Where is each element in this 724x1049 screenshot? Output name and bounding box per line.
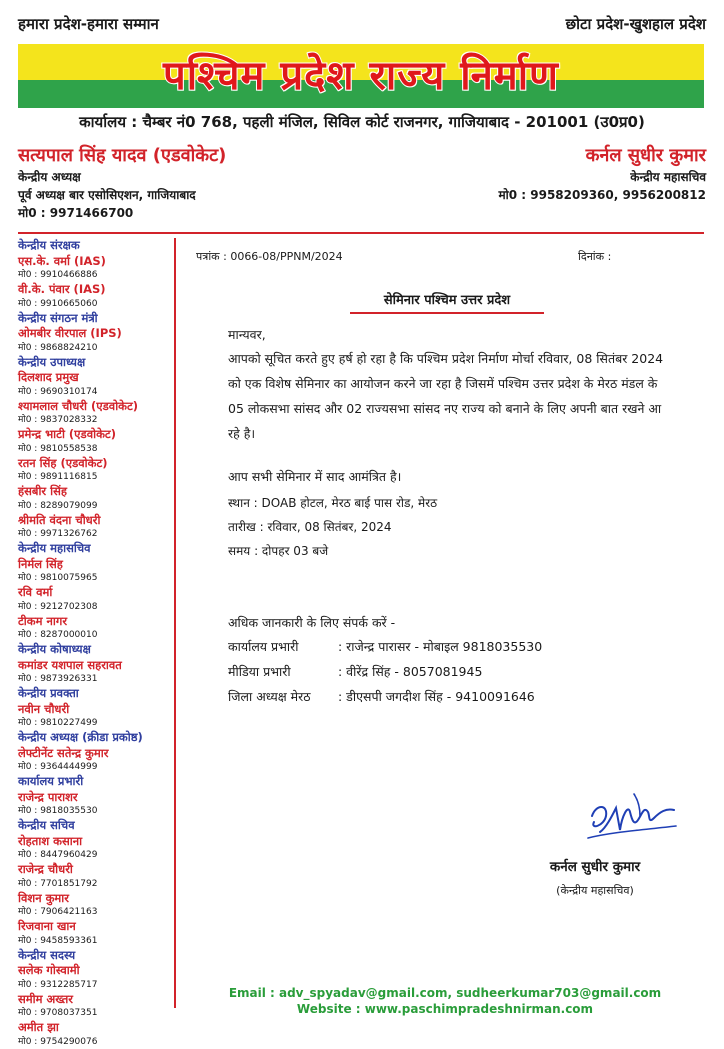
sidebar-name: राजेन्द्र पाराशर <box>18 789 78 804</box>
sidebar-phone: मो0 : 7906421163 <box>18 907 98 917</box>
footer-email: Email : adv_spyadav@gmail.com, sudheerkumar703@gmail.com <box>228 986 662 1000</box>
contact-detail: : डीएसपी जगदीश सिंह - 9410091646 <box>338 689 535 704</box>
sidebar-title: केन्द्रीय महासचिव <box>18 541 91 555</box>
sidebar-name: हंसबीर सिंह <box>18 484 67 498</box>
sidebar-name: सलेक गोस्वामी <box>18 963 80 977</box>
sidebar-name: निर्मल सिंह <box>18 556 63 571</box>
sidebar-name: एस.के. वर्मा (IAS) <box>18 253 106 268</box>
date-label: दिनांक : <box>578 250 612 263</box>
sidebar-phone: मो0 : 9818035530 <box>18 806 98 816</box>
event-time: समय : दोपहर 03 बजे <box>228 544 329 558</box>
sidebar-phone: मो0 : 7701851792 <box>18 878 98 889</box>
sidebar-phone: मो0 : 8447960429 <box>18 850 98 860</box>
sidebar-phone: मो0 : 9891116815 <box>18 472 98 482</box>
left-leader-former-post: पूर्व अध्यक्ष बार एसोसिएशन, गाजियाबाद <box>18 188 196 202</box>
sidebar-phone: मो0 : 9810075965 <box>18 573 98 583</box>
right-leader-designation: केन्द्रीय महासचिव <box>630 170 706 184</box>
sidebar-name: प्रमेन्द्र भाटी (एडवोकेट) <box>18 427 116 441</box>
event-venue: स्थान : DOAB होटल, मेरठ बाई पास रोड, मेरठ <box>228 496 438 510</box>
sidebar-title: केन्द्रीय अध्यक्ष (क्रीडा प्रकोष्ठ) <box>18 730 143 744</box>
slogan-left: हमारा प्रदेश-हमारा सम्मान <box>18 15 159 33</box>
sidebar-title: केन्द्रीय संरक्षक <box>18 238 80 252</box>
organization-title: पश्चिम प्रदेश राज्य निर्माण <box>163 53 559 99</box>
sidebar-name: रवि वर्मा <box>18 585 53 599</box>
event-date: तारीख : रविवार, 08 सितंबर, 2024 <box>228 520 392 534</box>
sidebar-name: लेफ्टीनेंट सतेन्द्र कुमार <box>18 745 109 760</box>
sidebar-phone: मो0 : 9708037351 <box>18 1008 98 1018</box>
letter-paragraph: आपको सूचित करते हुए हर्ष हो रहा है कि पश्चिम प्रदेश निर्माण मोर्चा रविवार, 08 सितंबर 2024 को एक विशेष सेमिनार का आयोजन करने जा रहा है जिसमें पश्चिम उत्तर प्रदेश के मेरठ मंडल के 05 लोकसभा सांसद और 02 राज्यसभा सांसद नए राज्य को बनाने के लिए अपनी बात रखने आ रहे है। <box>228 351 664 441</box>
sidebar-name: रोहताश कसाना <box>18 833 83 848</box>
left-leader-phone: मो0 : 9971466700 <box>18 206 134 220</box>
reference-number: पत्रांक : 0066-08/PPNM/2024 <box>196 250 343 263</box>
sidebar-name: श्रीमति वंदना चौधरी <box>18 512 101 527</box>
sidebar-title: कार्यालय प्रभारी <box>18 774 84 788</box>
contact-row <box>228 663 482 680</box>
sidebar-name: दिलशाद प्रमुख <box>18 370 79 384</box>
contact-detail: : राजेन्द्र पारासर - मोबाइल 9818035530 <box>338 639 543 654</box>
letter-subject: सेमिनार पश्चिम उत्तर प्रदेश <box>350 290 544 314</box>
invitation-line: आप सभी सेमिनार में साद आमंत्रित है। <box>228 469 402 484</box>
sidebar-name: राजेन्द्र चौधरी <box>18 862 73 876</box>
sidebar-name: समीम अख्तर <box>18 991 73 1006</box>
contact-role: मीडिया प्रभारी <box>228 664 291 679</box>
sidebar-phone: मो0 : 9810227499 <box>18 718 98 728</box>
handwritten-signature <box>582 786 682 852</box>
sidebar-name: अमीत झा <box>18 1020 59 1034</box>
sidebar-name: कमांडर यशपाल सहरावत <box>18 657 122 672</box>
sidebar-phone: मो0 : 9364444999 <box>18 762 98 772</box>
contact-row <box>228 688 535 705</box>
sidebar-phone: मो0 : 8287000010 <box>18 630 98 640</box>
right-leader-name: कर्नल सुधीर कुमार <box>585 145 706 166</box>
sidebar-name: टीकम नागर <box>18 613 68 628</box>
sidebar-title: केन्द्रीय प्रवक्ता <box>18 686 79 700</box>
contact-row <box>228 638 542 655</box>
sidebar-divider <box>174 238 176 1008</box>
sidebar-phone: मो0 : 9837028332 <box>18 415 98 425</box>
sidebar-phone: मो0 : 9971326762 <box>18 529 98 539</box>
members-sidebar <box>18 238 168 1049</box>
sidebar-phone: मो0 : 9690310174 <box>18 386 98 397</box>
slogan-right: छोटा प्रदेश-खुशहाल प्रदेश <box>565 15 706 33</box>
sidebar-phone: मो0 : 9873926331 <box>18 674 98 684</box>
header-divider <box>18 232 704 234</box>
sidebar-name: रिजवाना खान <box>18 919 76 933</box>
sidebar-name: ओमबीर वीरपाल (IPS) <box>18 326 122 340</box>
sidebar-phone: मो0 : 9312285717 <box>18 979 98 990</box>
sidebar-phone: मो0 : 9868824210 <box>18 342 98 353</box>
sidebar-name: वी.के. पंवार (IAS) <box>18 282 106 296</box>
footer-website: Website : www.paschimpradeshnirman.com <box>296 1002 594 1016</box>
sidebar-title: केन्द्रीय संगठन मंत्री <box>18 310 98 325</box>
sidebar-name: विशन कुमार <box>18 890 69 905</box>
sidebar-name: नवीन चौधरी <box>18 701 70 716</box>
contact-role: कार्यालय प्रभारी <box>228 639 299 654</box>
sidebar-title: केन्द्रीय कोषाध्यक्ष <box>18 642 91 656</box>
sidebar-title: केन्द्रीय उपाध्यक्ष <box>18 354 86 369</box>
sidebar-name: श्यामलाल चौधरी (एडवोकेट) <box>18 398 139 413</box>
sidebar-phone: मो0 : 8289079099 <box>18 500 98 511</box>
sidebar-title: केन्द्रीय सदस्य <box>18 947 76 962</box>
right-leader-block <box>498 144 706 204</box>
signatory-title: (केन्द्रीय महासचिव) <box>556 884 634 897</box>
sidebar-phone: मो0 : 9910665060 <box>18 298 98 309</box>
sidebar-phone: मो0 : 9910466886 <box>18 270 98 280</box>
office-address: कार्यालय : चैम्बर नं0 768, पहली मंजिल, सिविल कोर्ट राजनगर, गाजियाबाद - 201001 (उ0प्र0) <box>79 113 645 131</box>
sidebar-phone: मो0 : 9810558538 <box>18 443 98 454</box>
sidebar-phone: मो0 : 9458593361 <box>18 935 98 946</box>
contact-role: जिला अध्यक्ष मेरठ <box>228 689 311 704</box>
title-banner <box>18 44 704 108</box>
sidebar-phone: मो0 : 9212702308 <box>18 601 98 612</box>
contact-heading: अधिक जानकारी के लिए संपर्क करें - <box>228 615 396 630</box>
right-leader-phone: मो0 : 9958209360, 9956200812 <box>498 188 706 202</box>
sidebar-phone: मो0 : 9754290076 <box>18 1036 98 1047</box>
left-leader-block <box>18 144 226 222</box>
contact-detail: : वीरेंद्र सिंह - 8057081945 <box>338 664 483 679</box>
sidebar-title: केन्द्रीय सचिव <box>18 818 75 832</box>
signatory-name: कर्नल सुधीर कुमार <box>549 859 641 875</box>
left-leader-designation: केन्द्रीय अध्यक्ष <box>18 170 81 184</box>
sidebar-name: रतन सिंह (एडवोकेट) <box>18 455 108 470</box>
salutation: मान्यवर, <box>228 327 266 342</box>
left-leader-name: सत्यपाल सिंह यादव (एडवोकेट) <box>18 145 227 166</box>
